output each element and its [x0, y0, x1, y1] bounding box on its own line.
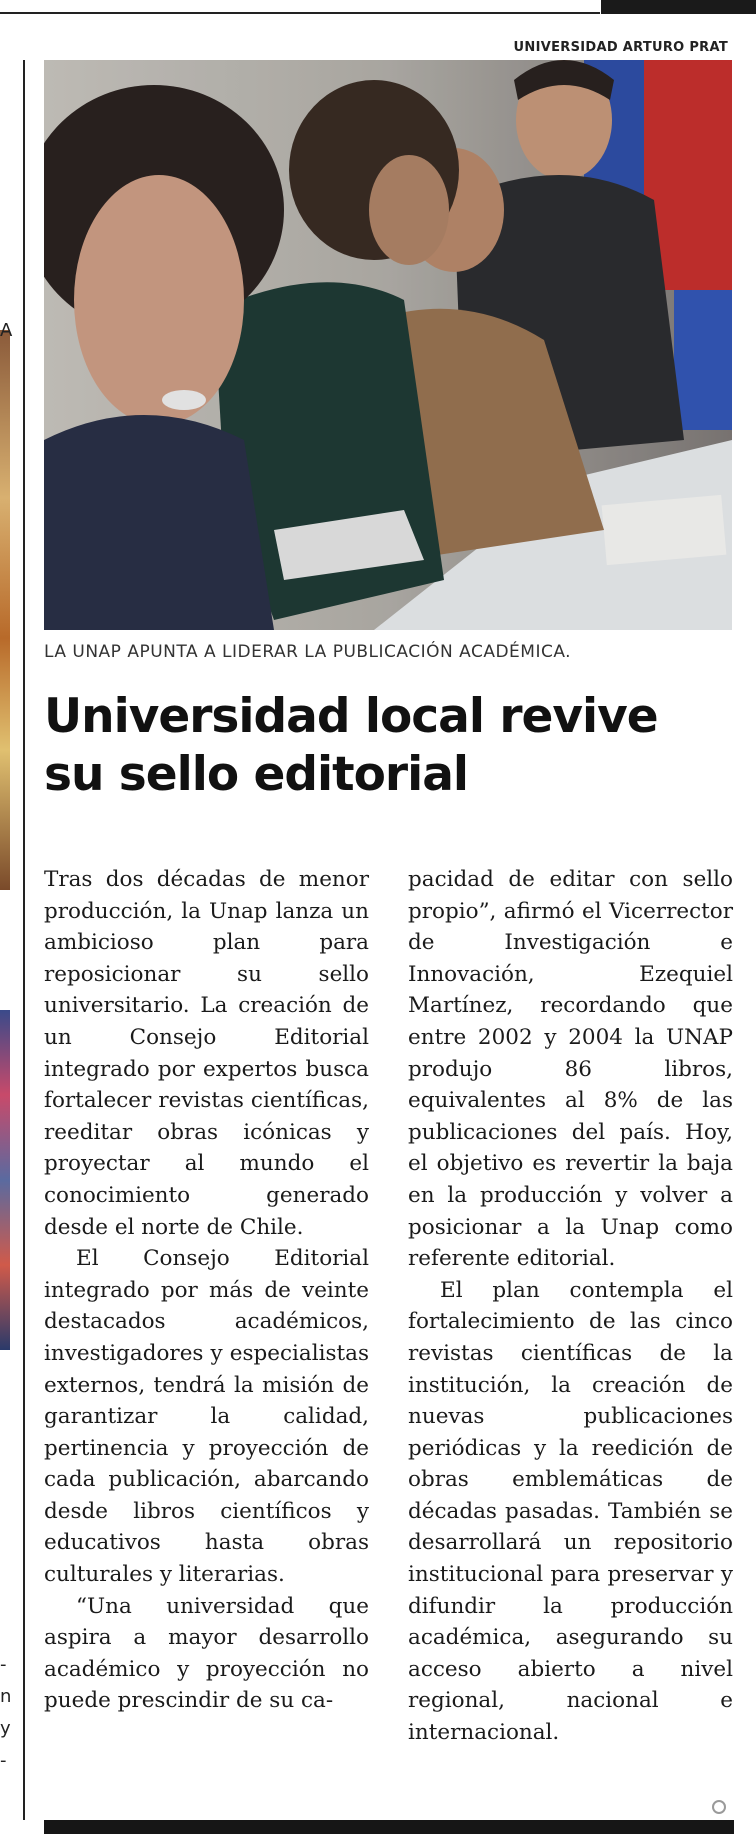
body-paragraph: “Una universidad que aspira a mayor desarrollo académico y proyección no puede prescindir de su ca-: [44, 1593, 369, 1714]
bottom-rule: [44, 1820, 734, 1834]
column-rule: [23, 60, 25, 1820]
headline-line-1: Universidad local revive: [44, 689, 658, 744]
neighbor-text-fragment: y: [0, 1718, 11, 1739]
top-rule: [0, 0, 600, 14]
article-column-left: [44, 864, 369, 1717]
neighbor-text-fragment: -: [0, 1750, 7, 1771]
neighbor-text-fragment: n: [0, 1686, 12, 1707]
article-photo: [44, 60, 732, 630]
photo-caption: LA UNAP APUNTA A LIDERAR LA PUBLICACIÓN ACADÉMICA.: [44, 642, 572, 662]
meeting-photo-illustration: [44, 60, 732, 630]
end-of-article-icon: [712, 1800, 726, 1814]
top-dark-block: [601, 0, 756, 14]
body-paragraph: El plan contempla el fortalecimiento de las cinco revistas científicas de la institución, la creación de nuevas publicaciones periódicas y la reedición de obras emblemáticas de décadas pasadas. También se desarrollará un repositorio institucional para preservar y difundir la producción académica, asegurando su acceso abierto a nivel regional, nacional e internacional.: [408, 1277, 733, 1746]
headline-line-2: su sello editorial: [44, 747, 469, 802]
headline: [44, 688, 734, 804]
neighbor-image-strip-1: [0, 330, 10, 890]
neighbor-image-strip-2: [0, 1010, 10, 1350]
neighbor-text-fragment: A: [0, 320, 13, 341]
body-paragraph: pacidad de editar con sello propio”, afirmó el Vicerrector de Investigación e Innovación, Ezequiel Martínez, recordando que entre 2002 y 2004 la UNAP produjo 86 libros, equivalentes al 8% de las publicaciones del país. Hoy, el objetivo es revertir la baja en la producción y volver a posicionar a la Unap como referente editorial.: [408, 867, 733, 1272]
article-column-right: [408, 864, 733, 1749]
neighbor-text-fragment: -: [0, 1654, 7, 1675]
body-paragraph: El Consejo Editorial integrado por más de veinte destacados académicos, investigadores y especialistas externos, tendrá la misión de garantizar la calidad, pertinencia y proyección de cada publicación, abarcando desde libros científicos y educativos hasta obras culturales y literarias.: [44, 1246, 369, 1588]
photo-credit: UNIVERSIDAD ARTURO PRAT: [513, 40, 728, 55]
body-paragraph: Tras dos décadas de menor producción, la Unap lanza un ambicioso plan para reposicionar su sello universitario. La creación de un Consejo Editorial integrado por expertos busca fortalecer revistas científicas, reeditar obras icónicas y proyectar al mundo el conocimiento generado desde el norte de Chile.: [44, 867, 369, 1240]
